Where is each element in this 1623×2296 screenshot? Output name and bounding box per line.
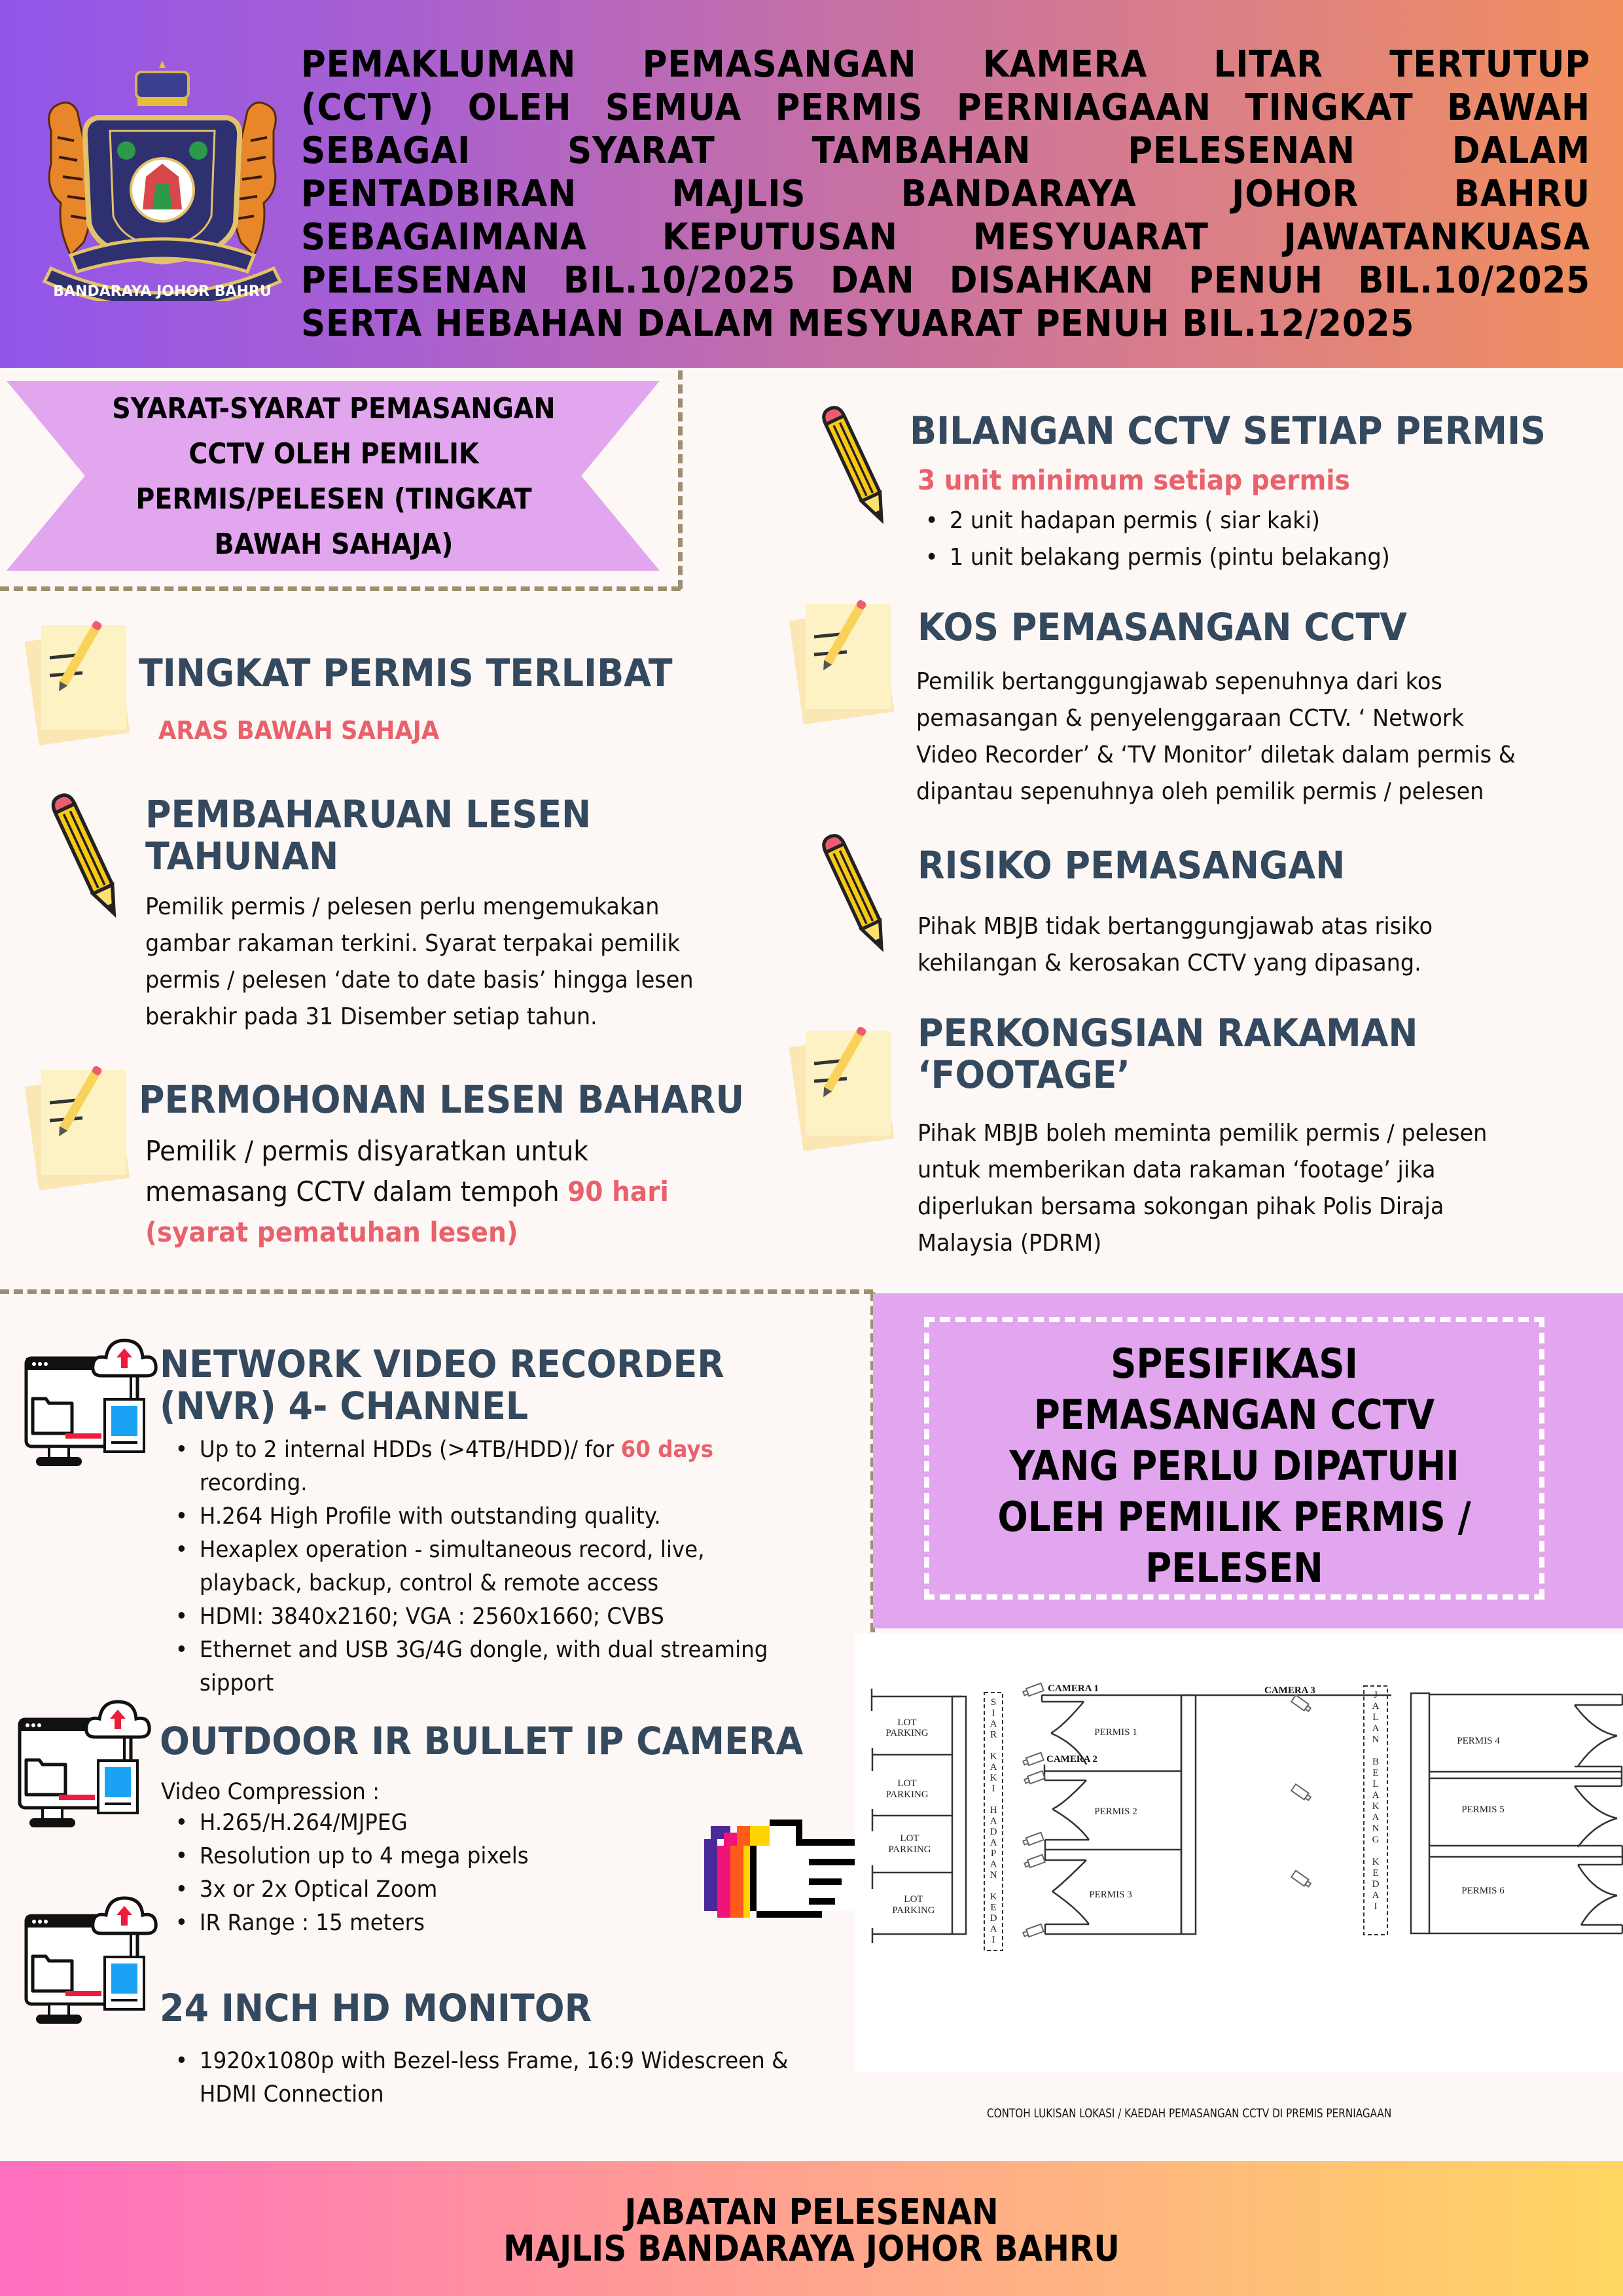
spec-heading-line: PEMASANGAN CCTV [1033,1391,1435,1439]
pointing-hand-icon [704,1820,868,1931]
camera-label: CAMERA 1 [1048,1683,1099,1694]
svg-text:K: K [990,1751,997,1762]
svg-text:B: B [1372,1757,1380,1767]
list-item: • 2 unit hadapan permis ( siar kaki) [923,503,1531,539]
section-title-tingkat: TINGKAT PERMIS TERLIBAT [139,651,673,695]
section-title-pembaharuan [145,793,591,877]
title-line: SEBAGAIMANA KEPUTUSAN MESYUARAT JAWATANKUASA [301,216,1591,259]
body-line: Pemilik bertanggungjawab sepenuhnya dari kos [916,668,1442,695]
body-text: memasang CCTV dalam tempoh [145,1175,568,1208]
svg-text:D: D [990,1827,997,1837]
svg-text:A: A [990,1859,997,1870]
list-item: • 3x or 2x Optical Zoom [173,1873,721,1907]
svg-text:E: E [1372,1868,1379,1878]
svg-text:D: D [1372,1879,1380,1890]
svg-text:P: P [990,1848,997,1859]
highlight-60-days: 60 days [620,1437,714,1463]
title-line: (CCTV) OLEH SEMUA PERMIS PERNIAGAAN TINGKAT BAWAH [301,86,1591,129]
body-text: Hexaplex operation - simultaneous record, live, [199,1537,705,1563]
svg-text:L: L [1372,1779,1379,1789]
diagram-caption: CONTOH LUKISAN LOKASI / KAEDAH PEMASANGAN CCTV DI PREMIS PERNIAGAAN [987,2106,1392,2121]
dashed-divider [0,1289,873,1294]
section-subtitle-bilangan: 3 unit minimum setiap permis [918,464,1350,496]
notepad-icon [25,1060,130,1191]
svg-text:K: K [990,1772,997,1784]
lot-label: PARKING [892,1905,935,1916]
section-title-kos: KOS PEMASANGAN CCTV [918,605,1408,649]
bilangan-list [923,503,1531,576]
list-item: • H.264 High Profile with outstanding quality. [173,1500,830,1534]
svg-text:L: L [1372,1712,1379,1723]
cloud-computer-icon [20,1880,164,2030]
section-title-permohonan: PERMOHONAN LESEN BAHARU [139,1077,745,1122]
body-line: Malaysia (PDRM) [918,1230,1102,1257]
list-item [173,1534,830,1600]
title-line: SEBAGAI SYARAT TAMBAHAN PELESENAN DALAM [301,130,1591,172]
highlight-90-hari: 90 hari [567,1175,669,1208]
body-text: sipport [199,1670,274,1696]
ribbon-line: PERMIS/PELESEN (TINGKAT [135,482,532,516]
svg-text:K: K [990,1892,997,1902]
city-crest-logo [31,59,293,301]
body-line: Pihak MBJB tidak bertanggungjawab atas risiko [918,913,1433,940]
body-line: gambar rakaman terkini. Syarat terpakai pemilik [145,930,681,957]
svg-text:E: E [990,1902,997,1913]
svg-text:A: A [990,1719,997,1729]
siar-kaki-label [990,1697,997,1945]
lot-label: LOT [897,1717,917,1728]
body-text: 1920x1080p with Bezel-less Frame, 16:9 Widescreen & [199,2048,789,2074]
body-line: untuk memberikan data rakaman ‘footage’ jika [918,1157,1436,1183]
svg-text:A: A [990,1762,997,1772]
spec-title-camera: OUTDOOR IR BULLET IP CAMERA [160,1719,804,1763]
svg-text:S: S [990,1697,997,1708]
svg-text:A: A [1372,1701,1380,1712]
svg-text:G: G [1372,1835,1380,1845]
lot-label: LOT [904,1894,923,1905]
svg-text:I: I [1374,1901,1378,1912]
list-item [173,1634,830,1700]
body-line: permis / pelesen ‘date to date basis’ hingga lesen [145,967,694,994]
list-item: • H.265/H.264/MJPEG [173,1806,721,1840]
svg-text:A: A [1372,1890,1380,1901]
spec-heading [972,1338,1497,1594]
permis-label: PERMIS 1 [1094,1727,1137,1738]
title-line: PERKONGSIAN RAKAMAN [918,1011,1418,1055]
ribbon-line: CCTV OLEH PEMILIK [188,437,479,471]
dashed-divider [0,586,681,591]
body-line [145,1172,754,1212]
body-line: berakhir pada 31 Disember setiap tahun. [145,1003,597,1030]
list-item: • IR Range : 15 meters [173,1907,721,1940]
body-text: Up to 2 internal HDDs (>4TB/HDD)/ for [199,1437,621,1463]
title-line: ‘FOOTAGE’ [918,1052,1131,1097]
body-line: Pemilik permis / pelesen perlu mengemukakan [145,893,660,920]
body-line: Pihak MBJB boleh meminta pemilik permis / pelesen [918,1120,1488,1147]
camera-spec-list [173,1806,721,1940]
section-subtitle-tingkat: ARAS BAWAH SAHAJA [158,716,440,745]
monitor-spec-list [173,2045,830,2111]
svg-text:I: I [991,1708,995,1719]
cloud-computer-icon [13,1683,157,1834]
body-line: kehilangan & kerosakan CCTV yang dipasang. [918,950,1421,977]
highlight-compliance: (syarat pematuhan lesen) [145,1216,518,1248]
svg-text:R: R [990,1729,997,1740]
footer-title [0,2191,1623,2269]
permis-label: PERMIS 3 [1089,1890,1132,1900]
svg-text:N: N [1372,1734,1380,1745]
list-item: • Resolution up to 4 mega pixels [173,1840,721,1873]
ribbon-title [80,386,587,567]
title-line: PEMBAHARUAN LESEN [145,792,592,836]
spec-heading-line: OLEH PEMILIK PERMIS / [997,1493,1471,1541]
spec-heading-line: YANG PERLU DIPATUHI [1009,1442,1459,1490]
section-body-permohonan [145,1131,754,1253]
spec-title-monitor: 24 INCH HD MONITOR [160,1986,592,2030]
lot-label: PARKING [885,1789,929,1800]
svg-text:E: E [1372,1768,1379,1778]
svg-text:A: A [990,1924,997,1935]
section-title-bilangan: BILANGAN CCTV SETIAP PERMIS [910,408,1546,453]
notepad-icon [789,594,894,725]
body-text: recording. [199,1470,308,1496]
nvr-spec-list [173,1433,830,1700]
svg-text:BANDARAYA JOHOR BAHRU: BANDARAYA JOHOR BAHRU [53,283,272,300]
lot-label: PARKING [888,1844,931,1855]
svg-text:N: N [990,1870,997,1880]
body-line: Video Recorder’ & ‘TV Monitor’ diletak dalam permis & [916,742,1516,768]
cloud-computer-icon [20,1322,164,1473]
camera-label: CAMERA 3 [1264,1685,1315,1696]
svg-text:H: H [990,1805,997,1816]
body-text: playback, backup, control & remote access [199,1570,659,1596]
body-line: pemasangan & penyelenggaraan CCTV. ‘ Network [916,705,1464,732]
body-line: Pemilik / permis disyaratkan untuk [145,1135,588,1167]
title-line: SERTA HEBAHAN DALAM MESYUARAT PENUH BIL.12/2025 [301,302,1415,345]
body-line: diperlukan bersama sokongan pihak Polis Diraja [918,1193,1444,1220]
section-body-perkongsian [918,1115,1563,1262]
svg-text:K: K [1372,1801,1380,1812]
pencil-icon [812,404,897,529]
list-item: • 1 unit belakang permis (pintu belakang) [923,539,1531,576]
lot-label: LOT [897,1778,917,1789]
svg-text:A: A [1372,1723,1380,1734]
svg-text:J: J [1374,1690,1378,1700]
pencil-icon [39,792,131,923]
body-text: HDMI Connection [199,2081,384,2108]
jalan-belakang-label [1372,1690,1380,1912]
svg-text:I: I [991,1935,995,1945]
spec-heading-line: SPESIFIKASI [1111,1340,1358,1388]
permis-label: PERMIS 5 [1461,1804,1505,1815]
title-line: PELESENAN BIL.10/2025 DAN DISAHKAN PENUH BIL.10/2025 [301,259,1591,302]
section-body-risiko [918,908,1563,982]
section-title-perkongsian [918,1012,1418,1096]
footer-line: JABATAN PELESENAN [624,2191,999,2233]
title-line: NETWORK VIDEO RECORDER [160,1342,724,1386]
page-title [301,43,1590,346]
svg-text:N: N [1372,1823,1380,1834]
svg-text:A: A [990,1837,997,1848]
svg-text:A: A [1372,1790,1380,1801]
notepad-icon [25,615,130,746]
section-body-pembaharuan [145,889,754,1035]
dashed-divider [678,370,683,589]
title-line: (NVR) 4- CHANNEL [160,1384,529,1428]
svg-text:K: K [1372,1857,1380,1867]
svg-text:A: A [990,1816,997,1827]
lot-label: PARKING [885,1728,929,1738]
permis-label: PERMIS 2 [1094,1806,1137,1817]
title-line: PENTADBIRAN MAJLIS BANDARAYA JOHOR BAHRU [301,173,1591,215]
cctv-layout-diagram [855,1634,1623,2072]
title-line: TAHUNAN [145,834,339,878]
ribbon-line: SYARAT-SYARAT PEMASANGAN [112,392,556,425]
ribbon-line: BAWAH SAHAJA) [214,528,454,561]
body-line: dipantau sepenuhnya oleh pemilik permis / pelesen [916,778,1484,805]
list-item [173,1433,830,1500]
pencil-icon [812,833,897,957]
list-item: • HDMI: 3840x2160; VGA : 2560x1660; CVBS [173,1600,830,1634]
spec-heading-line: PELESEN [1145,1544,1323,1592]
section-body-kos [916,664,1561,810]
spec-title-nvr [160,1343,724,1427]
title-line: PEMAKLUMAN PEMASANGAN KAMERA LITAR TERTUTUP [301,43,1591,86]
permis-label: PERMIS 6 [1461,1886,1505,1896]
body-text: Ethernet and USB 3G/4G dongle, with dual streaming [199,1637,768,1663]
section-title-risiko: RISIKO PEMASANGAN [918,843,1346,888]
svg-text:D: D [990,1913,997,1924]
lot-label: LOT [900,1833,919,1844]
svg-text:I: I [991,1784,995,1794]
list-item [173,2045,830,2111]
footer-line: MAJLIS BANDARAYA JOHOR BAHRU [503,2228,1120,2269]
permis-label: PERMIS 4 [1457,1736,1500,1746]
spec-intro-camera: Video Compression : [161,1779,380,1805]
svg-text:A: A [1372,1812,1380,1823]
camera-label: CAMERA 2 [1046,1754,1097,1765]
notepad-icon [789,1021,894,1152]
